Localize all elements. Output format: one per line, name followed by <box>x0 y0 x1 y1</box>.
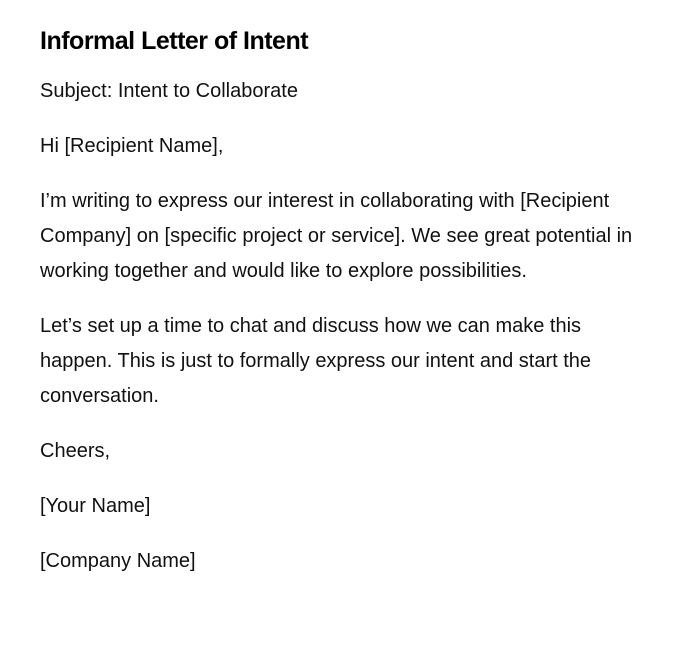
letter-greeting: Hi [Recipient Name], <box>40 135 224 157</box>
letter-body-paragraph-1: I’m writing to express our interest in collaborating with [Recipient Company] on [specific project or service]. We see great potential in working together and would like to explore possibilities. <box>40 190 633 282</box>
letter-title: Informal Letter of Intent <box>40 27 309 55</box>
letter-body-paragraph-2: Let’s set up a time to chat and discuss how we can make this happen. This is just to formally express our intent and start the conversation. <box>40 315 592 407</box>
letter-document <box>40 24 650 599</box>
letter-closing: Cheers, <box>40 440 111 462</box>
letter-sender-name: [Your Name] <box>40 495 151 517</box>
letter-subject: Subject: Intent to Collaborate <box>40 80 298 102</box>
letter-company-name: [Company Name] <box>40 550 196 572</box>
